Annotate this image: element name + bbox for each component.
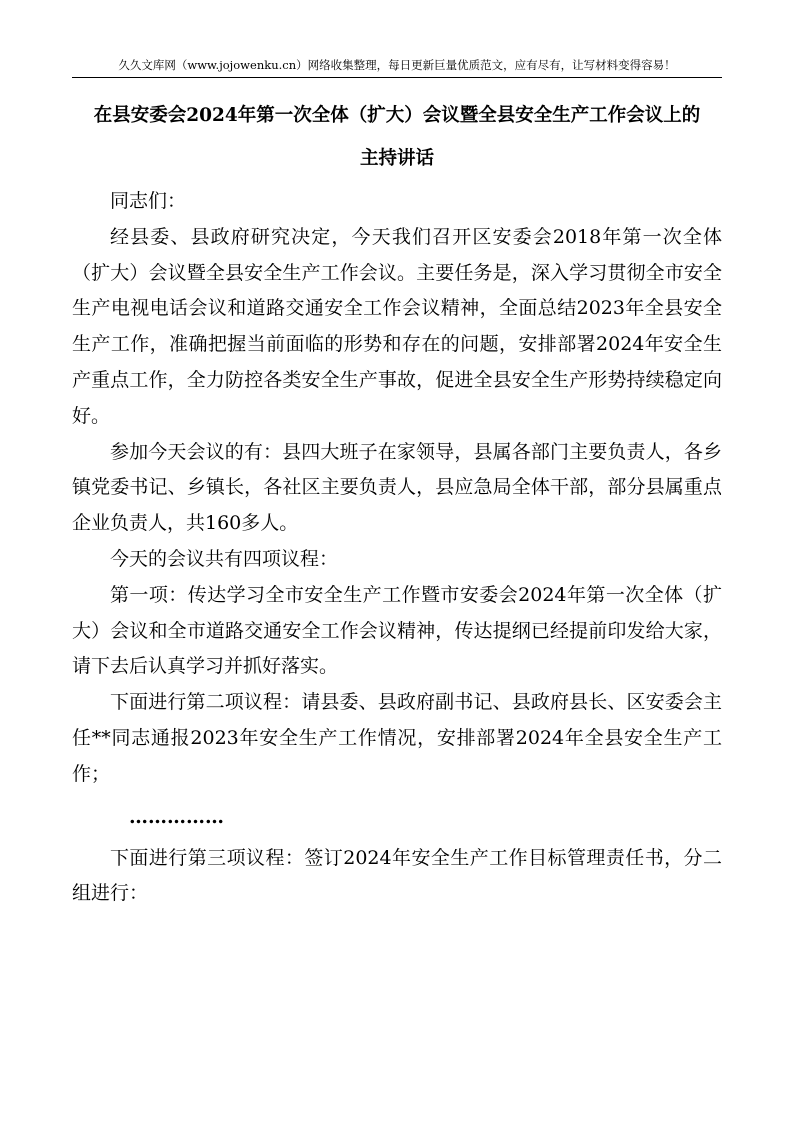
document-body — [72, 184, 722, 912]
document-title-line-2: 主持讲话 — [359, 148, 434, 169]
ellipsis-separator: …………… — [129, 805, 224, 828]
document-title-line-1: 在县安委会2024年第一次全体（扩大）会议暨全县安全生产工作会议上的 — [93, 105, 701, 126]
paragraph-agenda-item-3: 下面进行第三项议程：签订2024年安全生产工作目标管理责任书，分二组进行： — [72, 846, 722, 905]
paragraph-agenda-item-1: 第一项：传达学习全市安全生产工作暨市安委会2024年第一次全体（扩大）会议和全市道路交通安全工作会议精神，传达提纲已经提前印发给大家，请下去后认真学习并抓好落实。 — [72, 583, 722, 678]
paragraph-agenda-item-2: 下面进行第二项议程：请县委、县政府副书记、县政府县长、区安委会主任**同志通报2023年安全生产工作情况，安排部署2024年全县安全生产工作； — [72, 691, 722, 785]
paragraph-attendees: 参加今天会议的有：县四大班子在家领导，县属各部门主要负责人，各乡镇党委书记、乡镇长，各社区主要负责人，县应急局全体干部，部分县属重点企业负责人，共160多人。 — [72, 440, 722, 535]
page-header: 久久文库网（www.jojowenku.cn）网络收集整理，每日更新巨量优质范文，应有尽有，让写材料变得容易！ — [72, 55, 722, 78]
paragraph-meeting-purpose: 经县委、县政府研究决定，今天我们召开区安委会2018年第一次全体（扩大）会议暨全县安全生产工作会议。主要任务是，深入学习贯彻全市安全生产电视电话会议和道路交通安全工作会议精神，全面总结2023年全县安全生产工作，准确把握当前面临的形势和存在的问题，安排部署2024年安全生产重点工作，全力防控各类安全生产事故，促进全县安全生产形势持续稳定向好。 — [72, 225, 722, 427]
paragraph-agenda-intro: 今天的会议共有四项议程： — [110, 547, 339, 570]
salutation: 同志们： — [110, 190, 187, 212]
